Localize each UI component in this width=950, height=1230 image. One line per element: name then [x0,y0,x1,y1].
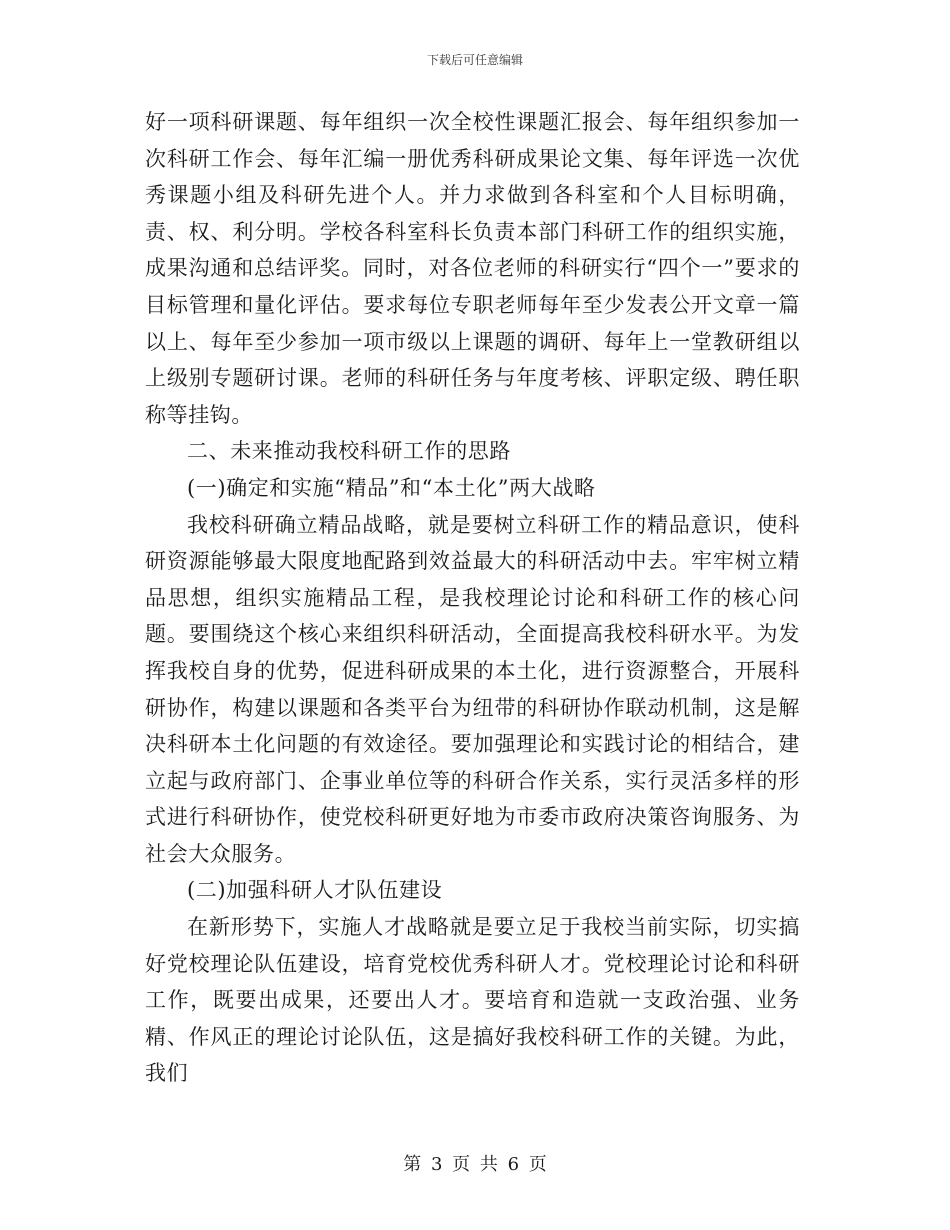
page-number: 第 3 页 共 6 页 [403,1154,547,1175]
paragraph-talent: 在新形势下，实施人才战略就是要立足于我校当前实际，切实搞好党校理论队伍建设，培育党校优秀科研人才。党校理论讨论和科研工作，既要出成果，还要出人才。要培育和造就一支政治强、业务精、作风正的理论讨论队伍，这是搞好我校科研工作的关键。为此，我们 [145,915,800,1086]
paragraph-continued: 好一项科研课题、每年组织一次全校性课题汇报会、每年组织参加一次科研工作会、每年汇编一册优秀科研成果论文集、每年评选一次优秀课题小组及科研先进个人。并力求做到各科室和个人目标明确，责、权、利分明。学校各科室科长负责本部门科研工作的组织实施，成果沟通和总结评奖。同时，对各位老师的科研实行“四个一”要求的目标管理和量化评估。要求每位专职老师每年至少发表公开文章一篇以上、每年至少参加一项市级以上课题的调研、每年上一堂教研组以上级别专题研讨课。老师的科研任务与年度考核、评职定级、聘任职称等挂钩。 [145,110,800,427]
paragraph-strategy: 我校科研确立精品战略，就是要树立科研工作的精品意识，使科研资源能够最大限度地配路到效益最大的科研活动中去。牢牢树立精品思想，组织实施精品工程，是我校理论讨论和科研工作的核心问题。要围绕这个核心来组织科研活动，全面提高我校科研水平。为发挥我校自身的优势，促进科研成果的本土化，进行资源整合，开展科研协作，构建以课题和各类平台为纽带的科研协作联动机制，这是解决科研本土化问题的有效途径。要加强理论和实践讨论的相结合，建立起与政府部门、企事业单位等的科研合作关系，实行灵活多样的形式进行科研协作，使党校科研更好地为市委市政府决策咨询服务、为社会大众服务。 [145,512,800,866]
subsection-heading-2: (二)加强科研人才队伍建设 [187,878,443,903]
document-body [145,104,800,1092]
section-heading-2: 二、未来推动我校科研工作的思路 [187,439,511,464]
subsection-heading-1: (一)确定和实施“精品”和“本土化”两大战略 [187,475,596,500]
page-header-note: 下载后可任意编辑 [426,53,523,67]
